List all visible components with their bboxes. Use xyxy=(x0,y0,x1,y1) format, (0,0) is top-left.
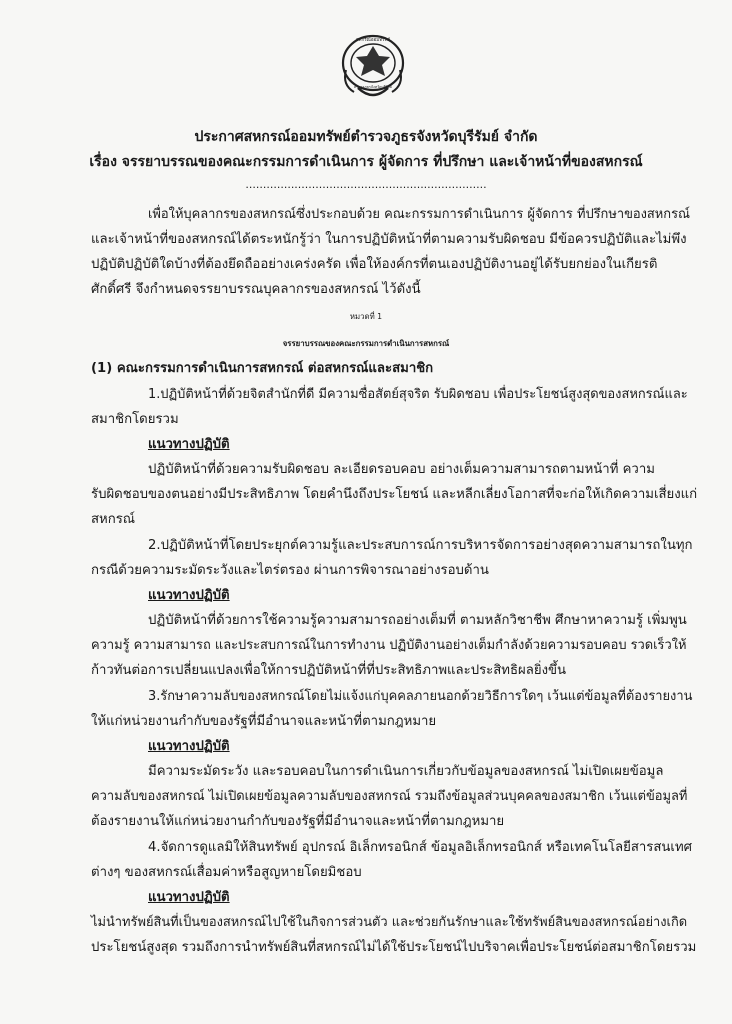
cooperative-seal-icon xyxy=(338,30,408,100)
guide-line: ปฏิบัติหน้าที่ด้วยการใช้ความรู้ความสามารถอย่างเต็มที่ ตามหลักวิชาชีพ ศึกษาหาความรู้ เพิ่มพูน xyxy=(148,613,687,628)
section-heading: (1) คณะกรรมการดำเนินการสหกรณ์ ต่อสหกรณ์และสมาชิก xyxy=(91,361,434,376)
guideline-label: แนวทางปฏิบัติ xyxy=(148,437,230,452)
item-line: ให้แก่หน่วยงานกำกับของรัฐที่มีอำนาจและหน้าที่ตามกฎหมาย xyxy=(91,714,437,729)
document-subject: เรื่อง จรรยาบรรณของคณะกรรมการดำเนินการ ผู้จัดการ ที่ปรึกษา และเจ้าหน้าที่ของสหกรณ์ xyxy=(89,154,643,170)
item-line: สมาชิกโดยรวม xyxy=(91,412,179,427)
guide-line: ก้าวทันต่อการเปลี่ยนแปลงเพื่อให้การปฏิบัติหน้าที่ที่ประสิทธิภาพและประสิทธิผลยิ่งขึ้น xyxy=(91,663,567,678)
item-line: ต่างๆ ของสหกรณ์เสื่อมค่าหรือสูญหายโดยมิชอบ xyxy=(91,865,362,880)
guide-line: ความลับของสหกรณ์ ไม่เปิดเผยข้อมูลความลับของสหกรณ์ รวมถึงข้อมูลส่วนบุคคลของสมาชิก เว้นแต่ข้อมูลที่ xyxy=(91,789,688,804)
title-divider: ..................................................................... xyxy=(245,178,487,191)
guideline-label: แนวทางปฏิบัติ xyxy=(148,890,230,905)
guide-line: ความรู้ ความสามารถ และประสบการณ์ในการทำงาน ปฏิบัติงานอย่างเต็มกำลังด้วยความรอบคอบ รวดเร็วให้ xyxy=(91,638,687,653)
chapter-label: หมวดที่ 1 xyxy=(349,312,383,321)
intro-line: และเจ้าหน้าที่ของสหกรณ์ได้ตระหนักรู้ว่า ในการปฏิบัติหน้าที่ตามความรับผิดชอบ มีข้อควรปฏิบัติและไม่พึง xyxy=(91,232,687,247)
svg-text:สหกรณ์ออมทรัพย์: สหกรณ์ออมทรัพย์ xyxy=(355,38,391,43)
guide-line: รับผิดชอบของตนอย่างมีประสิทธิภาพ โดยคำนึงถึงประโยชน์ และหลีกเลี่ยงโอกาสที่จะก่อให้เกิดความเสี่ยงแก่ xyxy=(91,487,698,502)
guide-line: ปฏิบัติหน้าที่ด้วยความรับผิดชอบ ละเอียดรอบคอบ อย่างเต็มความสามารถตามหน้าที่ ความ xyxy=(148,462,655,477)
document-title: ประกาศสหกรณ์ออมทรัพย์ตำรวจภูธรจังหวัดบุรีรัมย์ จำกัด xyxy=(194,129,538,145)
guideline-label: แนวทางปฏิบัติ xyxy=(148,588,230,603)
chapter-heading: จรรยาบรรณของคณะกรรมการดำเนินการสหกรณ์ xyxy=(282,339,450,348)
svg-text:ตำรวจภูธรจังหวัดบุรีรัมย์: ตำรวจภูธรจังหวัดบุรีรัมย์ xyxy=(353,85,393,89)
guide-line: ต้องรายงานให้แก่หน่วยงานกำกับของรัฐที่มีอำนาจและหน้าที่ตามกฎหมาย xyxy=(91,814,505,829)
item-line: 2.ปฏิบัติหน้าที่โดยประยุกต์ความรู้และประสบการณ์การบริหารจัดการอย่างสุดความสามารถในทุก xyxy=(148,538,693,553)
intro-line: เพื่อให้บุคลากรของสหกรณ์ซึ่งประกอบด้วย คณะกรรมการดำเนินการ ผู้จัดการ ที่ปรึกษาของสหกรณ์ xyxy=(148,207,690,222)
item-line: กรณีด้วยความระมัดระวังและไตร่ตรอง ผ่านการพิจารณาอย่างรอบด้าน xyxy=(91,563,489,578)
guideline-label: แนวทางปฏิบัติ xyxy=(148,739,230,754)
intro-line: ปฏิบัติปฏิบัติใดบ้างที่ต้องยึดถืออย่างเคร่งครัด เพื่อให้องค์กรที่ตนเองปฏิบัติงานอยู่ได้รับยกย่องในเกียรติ xyxy=(91,257,658,272)
item-line: 4.จัดการดูแลมิให้สินทรัพย์ อุปกรณ์ อิเล็กทรอนิกส์ ข้อมูลอิเล็กทรอนิกส์ หรือเทคโนโลยีสารสนเทศ xyxy=(148,840,693,855)
guide-line: ไม่นำทรัพย์สินที่เป็นของสหกรณ์ไปใช้ในกิจการส่วนตัว และช่วยกันรักษาและใช้ทรัพย์สินของสหกรณ์อย่างเกิด xyxy=(91,915,688,930)
item-line: 3.รักษาความลับของสหกรณ์โดยไม่แจ้งแก่บุคคลภายนอกด้วยวิธีการใดๆ เว้นแต่ข้อมูลที่ต้องรายงาน xyxy=(148,689,693,704)
guide-line: มีความระมัดระวัง และรอบคอบในการดำเนินการเกี่ยวกับข้อมูลของสหกรณ์ ไม่เปิดเผยข้อมูล xyxy=(148,764,664,779)
guide-line: สหกรณ์ xyxy=(91,512,136,527)
guide-line: ประโยชน์สูงสุด รวมถึงการนำทรัพย์สินที่สหกรณ์ไม่ได้ใช้ประโยชน์ไปบริจาคเพื่อประโยชน์ต่อสมาชิกโดยรวม xyxy=(91,940,697,955)
item-line: 1.ปฏิบัติหน้าที่ด้วยจิตสำนักที่ดี มีความซื่อสัตย์สุจริต รับผิดชอบ เพื่อประโยชน์สูงสุดของสหกรณ์และ xyxy=(148,387,688,402)
intro-line: ศักดิ์ศรี จึงกำหนดจรรยาบรรณบุคลากรของสหกรณ์ ไว้ดังนี้ xyxy=(91,282,421,297)
